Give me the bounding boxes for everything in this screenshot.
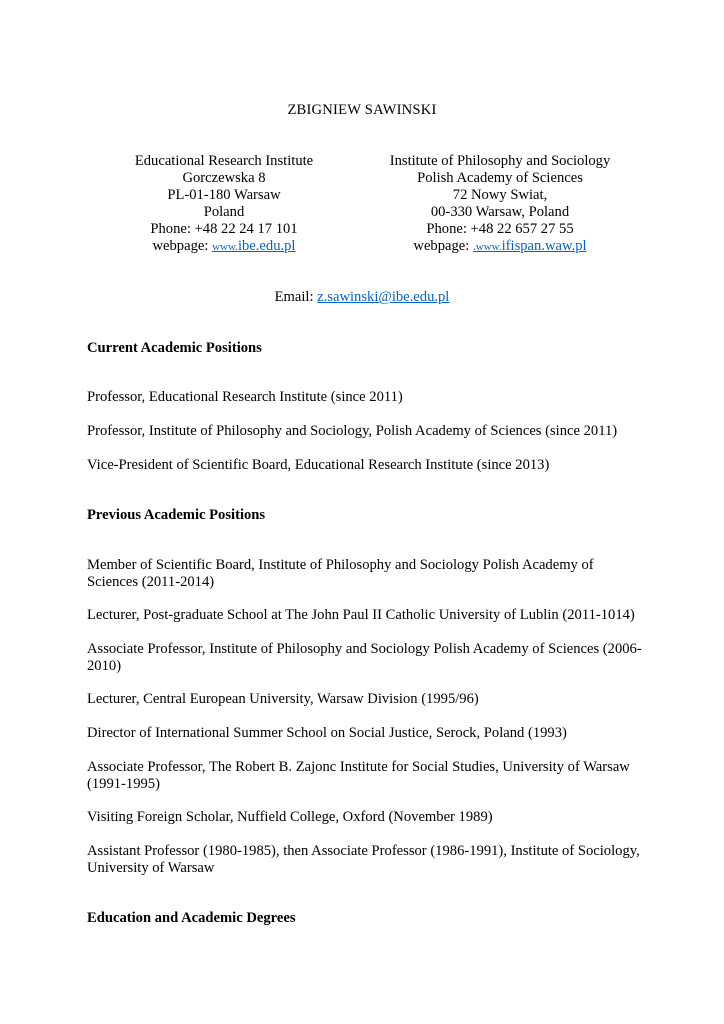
address-block-ifis — [376, 153, 624, 255]
section-heading-previous: Previous Academic Positions — [87, 507, 266, 523]
position-entry: Vice-President of Scientific Board, Educational Research Institute (since 2013) — [87, 457, 550, 473]
webpage-link-prefix: www. — [212, 241, 238, 253]
position-entry: Lecturer, Central European University, Warsaw Division (1995/96) — [87, 691, 479, 707]
email-row — [0, 289, 724, 306]
position-entry: Visiting Foreign Scholar, Nuffield College, Oxford (November 1989) — [87, 809, 493, 825]
position-entry: Professor, Institute of Philosophy and Sociology, Polish Academy of Sciences (since 2011) — [87, 423, 618, 439]
address-line: Polish Academy of Sciences — [417, 170, 583, 186]
phone-line: Phone: +48 22 24 17 101 — [150, 221, 298, 237]
webpage-link-domain: ibe.edu.pl — [237, 238, 296, 254]
webpage-line — [124, 238, 324, 255]
position-entry: Assistant Professor (1980-1985), then Associate Professor (1986-1991), Institute of Sociology, University of Warsaw — [87, 843, 640, 876]
webpage-label: webpage: — [413, 238, 473, 254]
address-line: Institute of Philosophy and Sociology — [389, 153, 611, 169]
address-line: Educational Research Institute — [134, 153, 314, 169]
email-link[interactable]: z.sawinski@ibe.edu.pl — [317, 289, 450, 305]
position-entry: Associate Professor, Institute of Philosophy and Sociology Polish Academy of Sciences (2006-2010) — [87, 641, 642, 674]
position-entry: Director of International Summer School on Social Justice, Serock, Poland (1993) — [87, 725, 567, 741]
address-line: Poland — [203, 204, 245, 220]
address-line: Gorczewska 8 — [182, 170, 266, 186]
position-entry: Professor, Educational Research Institute (since 2011) — [87, 389, 403, 405]
webpage-link-ifispan[interactable] — [473, 238, 587, 254]
document-title: ZBIGNIEW SAWINSKI — [287, 102, 437, 118]
email-label: Email: — [274, 289, 318, 305]
webpage-link-prefix: .www. — [472, 241, 502, 253]
position-entry: Lecturer, Post-graduate School at The John Paul II Catholic University of Lublin (2011-1014) — [87, 607, 635, 623]
phone-line: Phone: +48 22 657 27 55 — [426, 221, 574, 237]
section-heading-current: Current Academic Positions — [87, 340, 262, 356]
webpage-link-domain: ifispan.waw.pl — [501, 238, 587, 254]
position-entry: Member of Scientific Board, Institute of Philosophy and Sociology Polish Academy of Sciences (2011-2014) — [87, 557, 594, 590]
address-line: 00-330 Warsaw, Poland — [430, 204, 570, 220]
address-line: PL-01-180 Warsaw — [167, 187, 281, 203]
address-block-ibe — [124, 153, 324, 255]
webpage-link-ibe[interactable] — [212, 238, 295, 254]
section-heading-education: Education and Academic Degrees — [87, 910, 296, 926]
address-line: 72 Nowy Swiat, — [452, 187, 548, 203]
position-entry: Associate Professor, The Robert B. Zajonc Institute for Social Studies, University of Warsaw (1991-1995) — [87, 759, 630, 792]
webpage-label: webpage: — [152, 238, 213, 254]
webpage-line — [376, 238, 624, 255]
